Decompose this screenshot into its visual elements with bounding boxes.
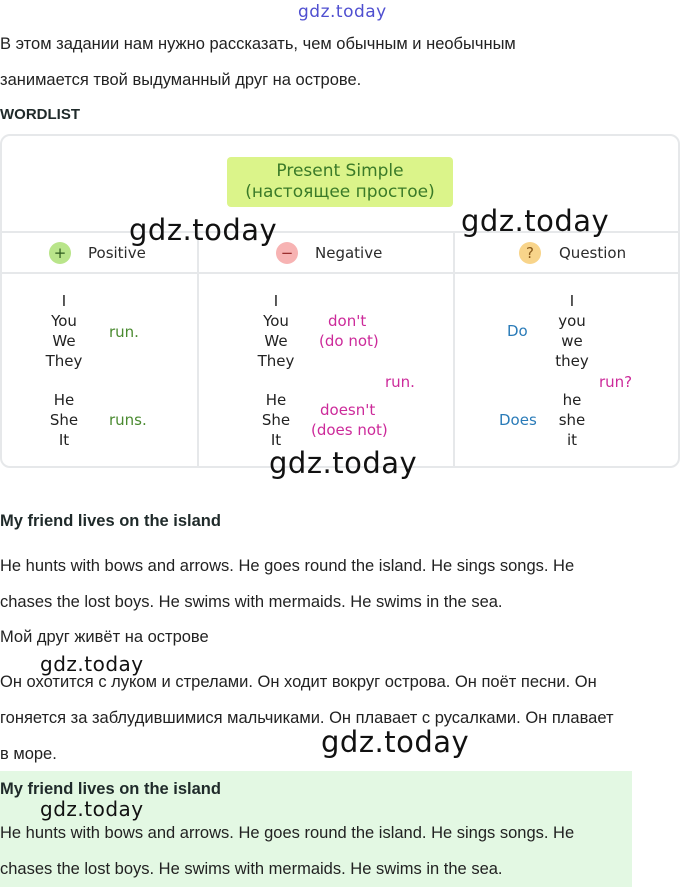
question-icon: ? (519, 242, 541, 264)
pronoun: it (566, 431, 578, 449)
paragraph-line: chases the lost boys. He swims with mermaids. He swims in the sea. (0, 593, 503, 611)
pronoun: You (51, 312, 77, 330)
pronoun: They (45, 352, 83, 370)
aux-dont: don't (328, 312, 367, 330)
pronoun: they (555, 352, 589, 370)
present-simple-subtitle: (настоящее простое) (245, 182, 435, 202)
pronoun: We (52, 332, 76, 350)
watermark: gdz.today (321, 725, 470, 759)
pronoun: She (49, 411, 79, 429)
watermark: gdz.today (461, 204, 610, 238)
translation-line: в море. (0, 745, 57, 763)
column-header-positive: Positive (88, 244, 146, 262)
table-column-divider-2 (453, 233, 455, 466)
intro-line-2: занимается твой выдуманный друг на острове. (0, 71, 362, 89)
minus-icon: − (276, 242, 298, 264)
present-simple-title: Present Simple (276, 161, 404, 181)
paragraph-line: chases the lost boys. He swims with mermaids. He swims in the sea. (0, 860, 503, 878)
watermark: gdz.today (40, 652, 144, 676)
watermark: gdz.today (269, 446, 418, 480)
pronoun: we (561, 332, 583, 350)
pronoun: We (264, 332, 288, 350)
present-simple-title-box (227, 157, 453, 207)
aux-doesnt: doesn't (320, 401, 376, 419)
plus-icon: + (49, 242, 71, 264)
pronoun: He (265, 391, 287, 409)
translation-title: Мой друг живёт на острове (0, 628, 209, 646)
section-title: My friend lives on the island (0, 512, 221, 530)
column-header-question: Question (559, 244, 627, 262)
aux-do: Do (507, 322, 528, 340)
verb-run: run. (109, 323, 139, 341)
verb-runs: runs. (109, 411, 147, 429)
pronoun: She (261, 411, 291, 429)
pronoun: They (257, 352, 295, 370)
pronoun: she (558, 411, 586, 429)
paragraph-line: He hunts with bows and arrows. He goes round the island. He sings songs. He (0, 557, 575, 575)
table-column-divider-1 (197, 233, 199, 466)
pronoun: I (61, 292, 67, 310)
aux-does: Does (499, 411, 537, 429)
paragraph-line: He hunts with bows and arrows. He goes round the island. He sings songs. He (0, 824, 575, 842)
aux-do-not: (do not) (319, 332, 379, 350)
verb-run-negative: run. (385, 373, 415, 391)
pronoun: You (263, 312, 289, 330)
translation-line: гоняется за заблудившимися мальчиками. Он плавает с русалками. Он плавает (0, 709, 614, 727)
watermark-top: gdz.today (298, 2, 387, 22)
pronoun: he (562, 391, 582, 409)
column-header-negative: Negative (315, 244, 383, 262)
translation-line: Он охотится с луком и стрелами. Он ходит вокруг острова. Он поёт песни. Он (0, 673, 597, 691)
intro-line-1: В этом задании нам нужно рассказать, чем обычным и необычным (0, 35, 516, 53)
table-divider-header (1, 272, 679, 274)
pronoun: It (58, 431, 70, 449)
wordlist-heading: WORDLIST (0, 106, 80, 123)
pronoun: It (270, 431, 282, 449)
section-title: My friend lives on the island (0, 780, 221, 798)
verb-run-question: run? (599, 373, 633, 391)
pronoun: I (273, 292, 279, 310)
pronoun: He (53, 391, 75, 409)
aux-does-not: (does not) (311, 421, 388, 439)
pronoun: you (558, 312, 586, 330)
watermark: gdz.today (40, 797, 144, 821)
pronoun: I (569, 292, 575, 310)
watermark: gdz.today (129, 213, 278, 247)
